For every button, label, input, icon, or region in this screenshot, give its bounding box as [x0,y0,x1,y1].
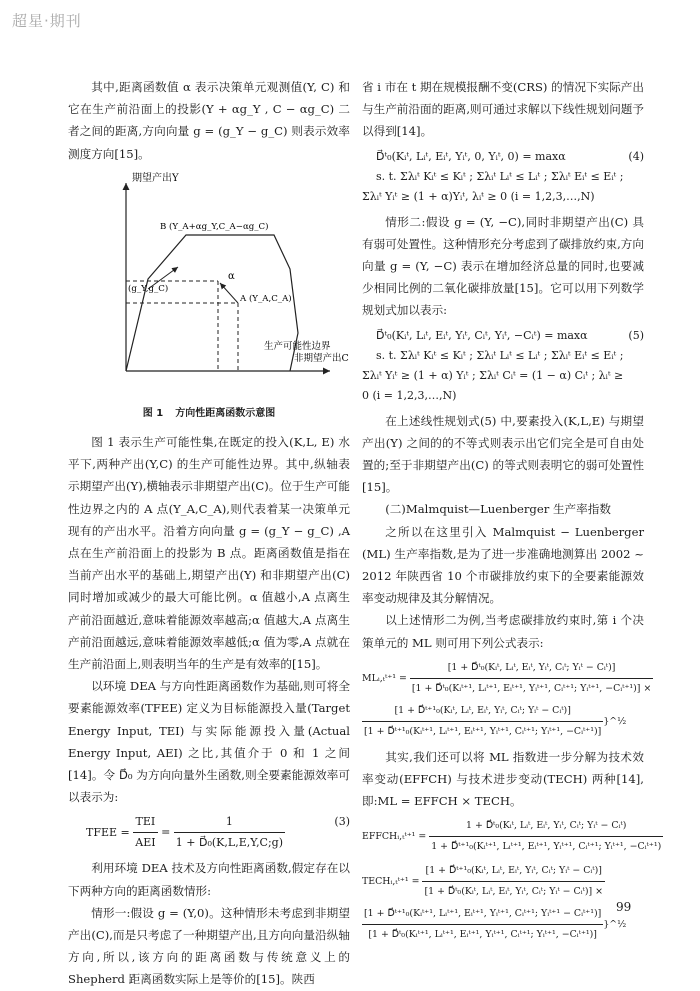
right-column [362,76,662,949]
eq-line: D⃗ᵗ₀(Kᵢᵗ, Lᵢᵗ, Eᵢᵗ, Yᵢᵗ, 0, Yᵢᵗ, 0) = maxα [376,149,566,163]
paragraph: 之所以在这里引入 Malmquist − Luenberger (ML) 生产率指数,是为了进一步准确地测算出 2002 ~ 2012 年陕西省 10 个市碳排放约束下的全要素能源效率变动规律及其分解情况。 [362,524,644,606]
paragraph: 情形一:假设 g = (Y,0)。这种情形未考虑到非期望产出(C),而是只考虑了一种期望产出,且方向向量沿纵轴方向,所以,该方向的距离函数与传统意义上的 Shepherd 距离函数实际上是等价的[15]。陕西 [68,905,350,987]
figure-directional-distance [68,171,350,401]
eq-power: }^½ [603,919,627,931]
eq-den: 1 + D⃗ᵗ⁺¹₀(Kᵢᵗ⁺¹, Lᵢᵗ⁺¹, Eᵢᵗ⁺¹, Yᵢᵗ⁺¹, Cᵢᵗ⁺¹; Yᵢᵗ⁺¹, −Cᵢᵗ⁺¹) [431,841,662,853]
eq-num: [1 + D⃗ᵗ⁺¹₀(Kᵢᵗ, Lᵢᵗ, Eᵢᵗ, Yᵢᵗ, Cᵢᵗ; Yᵢᵗ − Cᵢᵗ)] [362,701,603,722]
point-a-label: A (Y_A,C_A) [240,293,292,304]
journal-watermark: 超星·期刊 [12,12,82,30]
equation-tech [362,861,644,945]
eq-fraction [429,816,663,857]
eq-num: 1 [174,812,285,833]
eq-equals: = [161,825,171,839]
eq-line: Σλᵢᵗ Yᵢᵗ ≥ (1 + α)Yᵢᵗ, λᵢᵗ ≥ 0 (i = 1,2,3,…,N) [362,189,595,203]
eq-den: [1 + D⃗ᵗ₀(Kᵢᵗ, Lᵢᵗ, Eᵢᵗ, Yᵢᵗ, Cᵢᵗ; Yᵢᵗ − Cᵢᵗ)] × [424,886,603,898]
eq-lhs: TECHᵢ,ₜᵗ⁺¹ = [362,876,420,888]
paragraph: 利用环境 DEA 技术及方向性距离函数,假定存在以下两种方向的距离函数情形: [68,861,350,898]
eq-line: s. t. Σλᵢᵗ Kᵢᵗ ≤ Kᵢᵗ ; Σλᵢᵗ Lᵢᵗ ≤ Lᵢᵗ ; Σλᵢᵗ Eᵢᵗ ≤ Eᵢᵗ ; [376,348,624,362]
paragraph: 其实,我们还可以将 ML 指数进一步分解为技术效率变动(EFFCH) 与技术进步变动(TECH) 两种[14],即:ML = EFFCH × TECH。 [362,749,644,809]
x-axis-label: 非期望产出C [294,352,349,364]
equation-3 [68,812,350,853]
eq-fraction [133,812,157,853]
equation-5 [362,326,644,406]
eq-den: [1 + D⃗ᵗ₀(Kᵢᵗ⁺¹, Lᵢᵗ⁺¹, Eᵢᵗ⁺¹, Yᵢᵗ⁺¹, Cᵢᵗ⁺¹; Yᵢᵗ⁺¹, −Cᵢᵗ⁺¹)] [368,929,597,941]
eq-den: [1 + D⃗ᵗ₀(Kᵢᵗ⁺¹, Lᵢᵗ⁺¹, Eᵢᵗ⁺¹, Yᵢᵗ⁺¹, Cᵢᵗ⁺¹; Yᵢᵗ⁺¹, −Cᵢᵗ⁺¹)] × [411,682,652,694]
eq-fraction [362,904,603,945]
left-column [68,76,350,991]
eq-lhs: MLᵢ,ₜᵗ⁺¹ = [362,672,407,684]
section-heading: (二)Malmquist—Luenberger 生产率指数 [385,502,611,517]
caption-text: 方向性距离函数示意图 [175,407,276,419]
alpha-arrow [220,283,238,303]
point-b-label: B (Y_A+αg_Y,C_A−αg_C) [160,221,269,232]
eq-num: [1 + D⃗ᵗ⁺¹₀(Kᵢᵗ, Lᵢᵗ, Eᵢᵗ, Yᵢᵗ, Cᵢᵗ; Yᵢᵗ − Cᵢᵗ)] [422,861,605,882]
page-number: 99 [616,900,632,914]
eq-line: s. t. Σλᵢᵗ Kᵢᵗ ≤ Kᵢᵗ ; Σλᵢᵗ Lᵢᵗ ≤ Lᵢᵗ ; Σλᵢᵗ Eᵢᵗ ≤ Eᵢᵗ ; [376,169,624,183]
eq-power: }^½ [603,715,627,727]
equation-number: (3) [334,815,350,829]
eq-num: TEI [133,812,157,833]
eq-fraction [422,861,605,902]
eq-lhs: TFEE = [86,825,130,839]
equation-4 [362,147,644,207]
eq-num: 1 + D⃗ᵗ₀(Kᵢᵗ, Lᵢᵗ, Eᵢᵗ, Yᵢᵗ, Cᵢᵗ; Yᵢᵗ − Cᵢᵗ) [429,816,663,837]
equation-number: (5) [628,328,644,342]
eq-num: [1 + D⃗ᵗ⁺¹₀(Kᵢᵗ⁺¹, Lᵢᵗ⁺¹, Eᵢᵗ⁺¹, Yᵢᵗ⁺¹, Cᵢᵗ⁺¹; Yᵢᵗ⁺¹ − Cᵢᵗ⁺¹)] [362,904,603,925]
frontier-label: 生产可能性边界 [264,340,331,352]
eq-den: 1 + D⃗₀(K,L,E,Y,C;g) [175,836,284,850]
eq-lhs: EFFCHᵢ,ₜᵗ⁺¹ = [362,831,427,843]
paragraph: 以上述情形二为例,当考虑碳排放约束时,第 i 个决策单元的 ML 则可用下列公式表示: [362,613,644,650]
eq-num: [1 + D⃗ᵗ₀(Kᵢᵗ, Lᵢᵗ, Eᵢᵗ, Yᵢᵗ, Cᵢᵗ; Yᵢᵗ − Cᵢᵗ)] [410,658,653,679]
y-axis-label: 期望产出Y [132,172,179,184]
eq-line: 0 (i = 1,2,3,…,N) [362,388,457,402]
eq-fraction [362,701,603,742]
equation-ml [362,658,652,742]
paragraph: 情形二:假设 g = (Y, −C),同时非期望产出(C) 具有弱可处置性。这种情形充分考虑到了碳排放约束,方向向量 g = (Y, −C) 表示在增加经济总量的同时,也要减少相同比例的二氧化碳排放量[15]。它可以用下列数学规划式加以表示: [362,214,644,318]
eq-line: Σλᵢᵗ Yᵢᵗ ≥ (1 + α) Yᵢᵗ ; Σλᵢᵗ Cᵢᵗ = (1 − α) Cᵢᵗ ; λᵢᵗ ≥ [362,368,624,382]
eq-den: AEI [135,836,156,850]
caption-number: 图 1 [142,407,164,419]
paragraph: 图 1 表示生产可能性集,在既定的投入(K,L, E) 水平下,两种产出(Y,C) 的生产可能性边界。其中,纵轴表示期望产出(Y),横轴表示非期望产出(C)。位于生产可能性边界之内的 A 点(Y_A,C_A),则代表着某一决策单元现有的产出水平。沿着方向向量 g = (g_Y − g_C) ,A 点在生产前沿面上的投影为 B 点。距离函数值是指在当前产出水平的基础上,期望产出(Y) 和非期望产出(C) 同时增加或减少的最大可能比例。α 值越小,A 点离生产前沿面越近,意味着能源效率越高;α 值越大,A 点离生产前沿面越远,意味着能源效率越低;α 值为零,A 点就在生产前沿面上,则表明当年的生产是有效率的[15]。 [68,435,350,672]
figure-diagram [68,171,350,401]
eq-line: D⃗ᵗ₀(Kᵢᵗ, Lᵢᵗ, Eᵢᵗ, Yᵢᵗ, Cᵢᵗ, Yᵢᵗ, −Cᵢᵗ) = maxα [376,328,588,342]
alpha-label: α [228,270,235,282]
figure-caption [68,403,350,425]
paragraph: 以环境 DEA 与方向性距离函数作为基础,则可将全要素能源效率(TFEE) 定义为目标能源投入量(Target Energy Input, TEI) 与实际能源投入量(Actual Energy Input, AEI) 之比,其值介于 0 和 1 之间[14]。令 D⃗₀ 为方向向量外生函数,则全要素能源效率可以表示为: [68,679,350,805]
eq-fraction [410,658,653,699]
paragraph: 其中,距离函数值 α 表示决策单元观测值(Y, C) 和它在生产前沿面上的投影(Y + αg_Y , C − αg_C) 二者之间的距离,方向向量 g = (g_Y − g_C) 则表示效率测度方向[15]。 [68,80,350,161]
eq-den: [1 + D⃗ᵗ⁺¹₀(Kᵢᵗ⁺¹, Lᵢᵗ⁺¹, Eᵢᵗ⁺¹, Yᵢᵗ⁺¹, Cᵢᵗ⁺¹; Yᵢᵗ⁺¹, −Cᵢᵗ⁺¹)] [364,725,602,737]
paragraph: 省 i 市在 t 期在规模报酬不变(CRS) 的情况下实际产出与生产前沿面的距离,则可通过求解以下线性规划问题予以得到[14]。 [362,80,644,139]
vector-g-label: (g_Y,g_C) [128,283,169,294]
equation-number: (4) [628,149,644,163]
eq-fraction [174,812,285,853]
equation-effch [362,816,662,857]
paragraph: 在上述线性规划式(5) 中,要素投入(K,L,E) 与期望产出(Y) 之间的的不等式则表示出它们完全是可自由处置的;至于非期望产出(C) 的等式则表明它的弱可处置性[15]。 [362,413,644,495]
